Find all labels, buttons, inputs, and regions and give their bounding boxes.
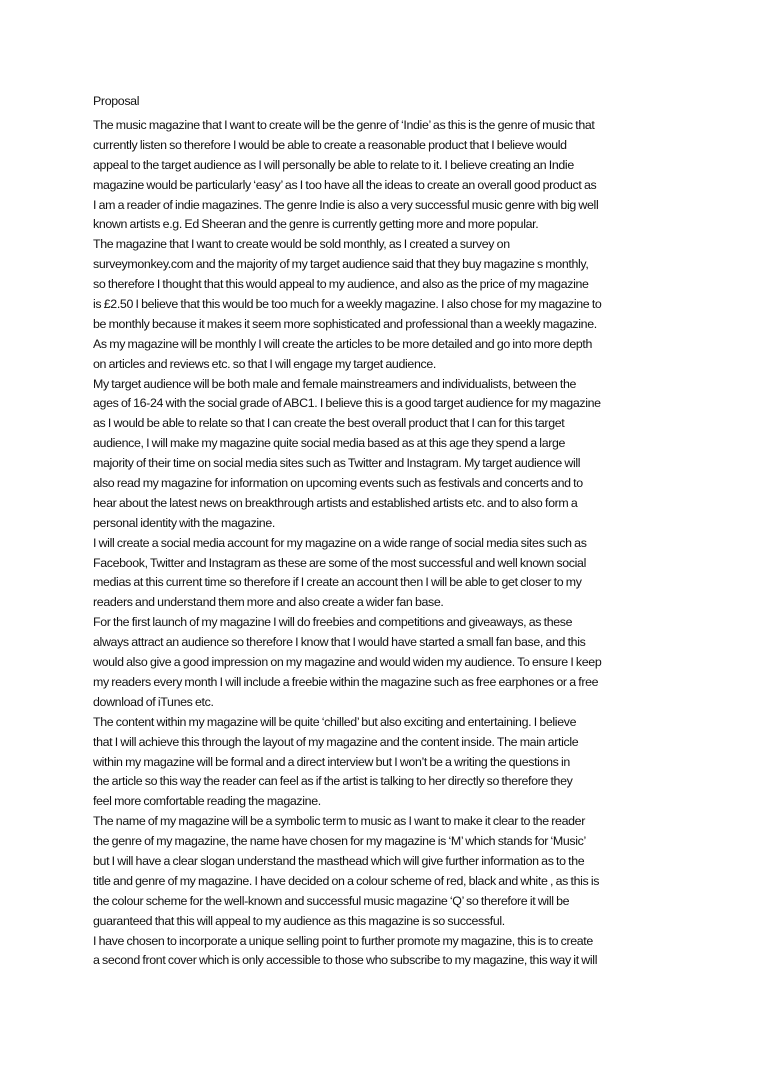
text-line: Facebook, Twitter and Instagram as these are some of the most successful and well known social bbox=[93, 555, 586, 570]
text-line: that I will achieve this through the layout of my magazine and the content inside. The main article bbox=[93, 734, 579, 749]
text-line: My target audience will be both male and female mainstreamers and individualists, between the bbox=[93, 376, 577, 391]
text-line: currently listen so therefore I would be able to create a reasonable product that I believe would bbox=[93, 137, 567, 152]
text-line: As my magazine will be monthly I will create the articles to be more detailed and go into more depth bbox=[93, 336, 593, 351]
page-title: Proposal bbox=[93, 94, 140, 108]
text-line: the article so this way the reader can feel as if the artist is talking to her directly so therefore they bbox=[93, 774, 573, 789]
document-body bbox=[93, 90, 683, 971]
text-line: always attract an audience so therefore I know that I would have started a small fan base, and this bbox=[93, 635, 586, 650]
text-line: medias at this current time so therefore if I create an account then I will be able to get closer to my bbox=[93, 575, 582, 590]
text-line: The content within my magazine will be quite ‘chilled’ but also exciting and entertaining. I believe bbox=[93, 714, 577, 729]
text-line: on articles and reviews etc. so that I will engage my target audience. bbox=[93, 356, 436, 371]
text-line: download of iTunes etc. bbox=[93, 694, 214, 709]
text-line: surveymonkey.com and the majority of my target audience said that they buy magazine s monthly, bbox=[93, 257, 589, 272]
text-line: The music magazine that I want to create will be the genre of ‘Indie’ as this is the genre of music that bbox=[93, 118, 595, 132]
text-line: the colour scheme for the well-known and successful music magazine ‘Q’ so therefore it will be bbox=[93, 893, 570, 908]
text-line: The magazine that I want to create would be sold monthly, as I created a survey on bbox=[93, 237, 510, 252]
text-line: readers and understand them more and also create a wider fan base. bbox=[93, 595, 444, 610]
text-line: audience, I will make my magazine quite social media based as at this age they spend a large bbox=[93, 436, 566, 451]
text-line: a second front cover which is only accessible to those who subscribe to my magazine, this way it will bbox=[93, 953, 598, 968]
text-line: but I will have a clear slogan understand the masthead which will give further information as to the bbox=[93, 853, 585, 868]
text-line: is £2.50 I believe that this would be too much for a weekly magazine. I also chose for my magazine to bbox=[93, 297, 602, 312]
text-line: so therefore I thought that this would appeal to my audience, and also as the price of my magazine bbox=[93, 277, 589, 292]
text-line: magazine would be particularly ‘easy’ as I too have all the ideas to create an overall good product as bbox=[93, 177, 597, 192]
text-line: be monthly because it makes it seem more sophisticated and professional than a weekly magazine. bbox=[93, 316, 597, 331]
text-line: I am a reader of indie magazines. The genre Indie is also a very successful music genre with big well bbox=[93, 197, 599, 212]
text-line: title and genre of my magazine. I have decided on a colour scheme of red, black and white , as this is bbox=[93, 873, 600, 888]
text-line: The name of my magazine will be a symbolic term to music as I want to make it clear to the reader bbox=[93, 814, 585, 829]
text-line: guaranteed that this will appeal to my audience as this magazine is so successful. bbox=[93, 913, 505, 928]
text-line: I have chosen to incorporate a unique selling point to further promote my magazine, this is to create bbox=[93, 933, 593, 948]
text-line: known artists e.g. Ed Sheeran and the genre is currently getting more and more popular. bbox=[93, 217, 539, 232]
text-line: appeal to the target audience as I will personally be able to relate to it. I believe creating an Indie bbox=[93, 157, 574, 172]
text-line: also read my magazine for information on upcoming events such as festivals and concerts and to bbox=[93, 476, 583, 491]
text-line: as I would be able to relate so that I can create the best overall product that I can for this target bbox=[93, 416, 565, 431]
text-line: within my magazine will be formal and a direct interview but I won’t be a writing the questions in bbox=[93, 754, 570, 769]
text-line: hear about the latest news on breakthrough artists and established artists etc. and to also form a bbox=[93, 495, 578, 510]
text-line: personal identity with the magazine. bbox=[93, 515, 275, 530]
text-line: For the first launch of my magazine I will do freebies and competitions and giveaways, as these bbox=[93, 615, 573, 630]
text-line: feel more comfortable reading the magazine. bbox=[93, 794, 321, 809]
text-line: I will create a social media account for my magazine on a wide range of social media sites such as bbox=[93, 535, 587, 550]
text-line: the genre of my magazine, the name have chosen for my magazine is ‘M’ which stands for ‘Music’ bbox=[93, 834, 586, 849]
paragraph-lines bbox=[93, 116, 683, 971]
text-line: my readers every month I will include a freebie within the magazine such as free earphones or a free bbox=[93, 674, 599, 689]
text-line: would also give a good impression on my magazine and would widen my audience. To ensure I keep bbox=[93, 655, 602, 670]
text-line: ages of 16-24 with the social grade of ABC1. I believe this is a good target audience for my magazine bbox=[93, 396, 601, 411]
text-line: majority of their time on social media sites such as Twitter and Instagram. My target audience will bbox=[93, 456, 581, 471]
